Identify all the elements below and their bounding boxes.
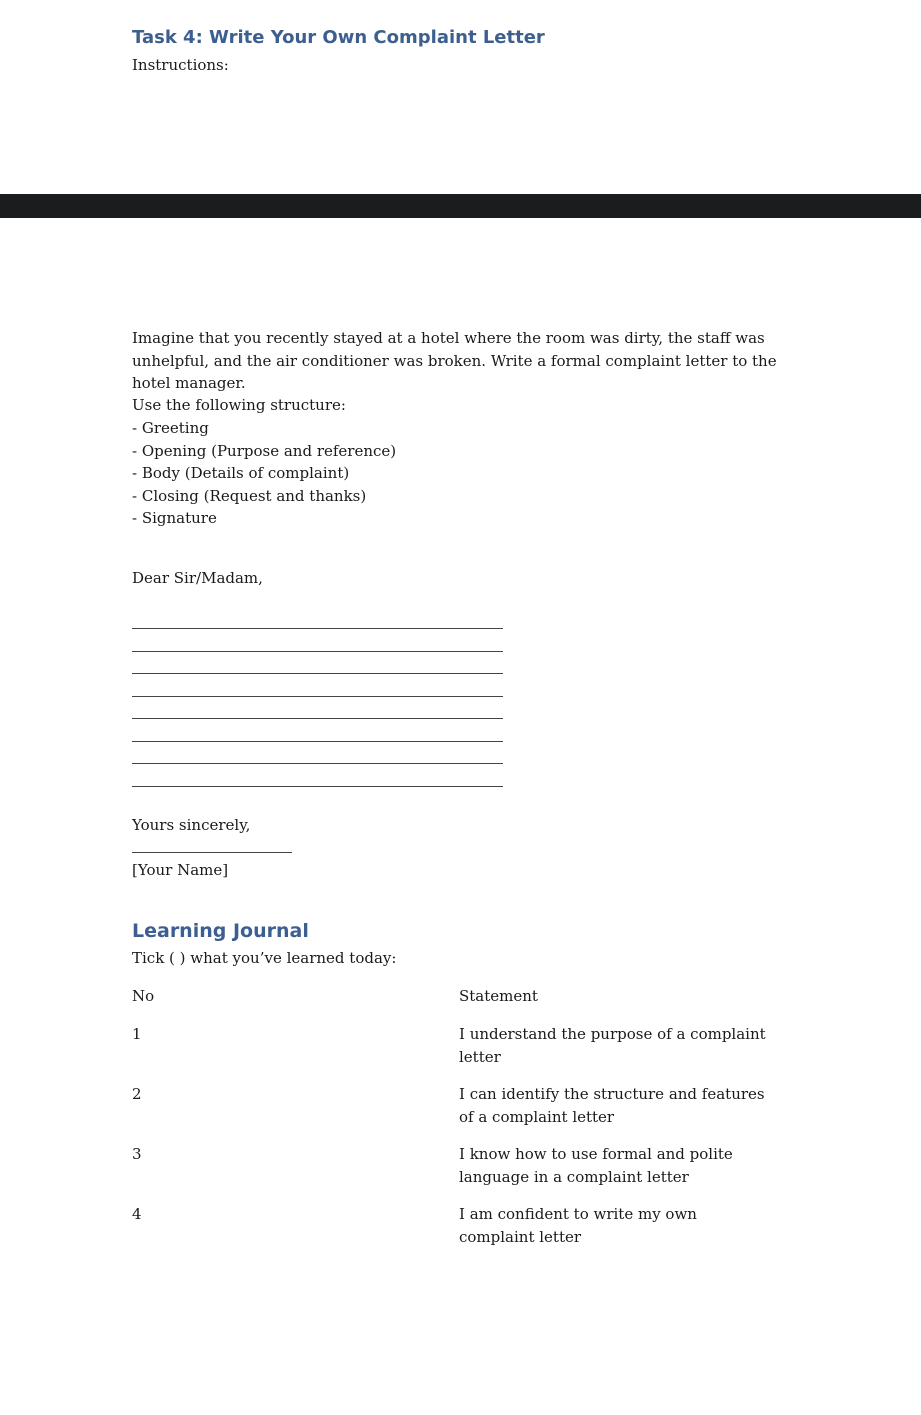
structure-item: - Opening (Purpose and reference)	[132, 441, 397, 460]
structure-list	[132, 417, 396, 530]
structure-item: - Body (Details of complaint)	[132, 464, 350, 482]
letter-greeting: Dear Sir/Madam,	[132, 569, 263, 587]
letter-closing: Yours sincerely,	[132, 816, 251, 834]
row-statement: I know how to use formal and polite language in a complaint letter	[459, 1145, 733, 1186]
redaction-band	[0, 194, 921, 218]
row-number: 1	[132, 1025, 142, 1043]
row-number: 4	[132, 1205, 142, 1223]
structure-item: - Closing (Request and thanks)	[132, 486, 367, 505]
writing-line[interactable]	[132, 696, 503, 697]
writing-line[interactable]	[132, 628, 503, 629]
row-statement: I am confident to write my own complaint letter	[459, 1205, 697, 1246]
structure-intro: Use the following structure:	[132, 396, 346, 414]
task-prompt: Imagine that you recently stayed at a hotel where the room was dirty, the staff was unhelpful, and the air conditioner was broken. Write a formal complaint letter to the hotel manager.	[132, 329, 777, 392]
column-header-no: No	[132, 987, 155, 1005]
name-placeholder: [Your Name]	[132, 861, 229, 879]
writing-line[interactable]	[132, 786, 503, 787]
instructions-label: Instructions:	[132, 56, 229, 74]
signature-line[interactable]	[132, 852, 292, 853]
row-statement: I understand the purpose of a complaint letter	[459, 1025, 766, 1066]
structure-item: - Signature	[132, 509, 217, 527]
writing-line[interactable]	[132, 763, 503, 764]
row-statement: I can identify the structure and features of a complaint letter	[459, 1085, 765, 1126]
writing-line[interactable]	[132, 651, 503, 652]
writing-line[interactable]	[132, 673, 503, 674]
writing-line[interactable]	[132, 718, 503, 719]
column-header-statement: Statement	[459, 987, 538, 1005]
journal-title: Learning Journal	[132, 920, 309, 942]
task-title: Task 4: Write Your Own Complaint Letter	[132, 27, 545, 48]
structure-item: - Greeting	[132, 419, 209, 437]
writing-line[interactable]	[132, 741, 503, 742]
journal-instruction: Tick ( ) what you’ve learned today:	[132, 949, 397, 967]
row-number: 3	[132, 1145, 142, 1163]
row-number: 2	[132, 1085, 142, 1103]
